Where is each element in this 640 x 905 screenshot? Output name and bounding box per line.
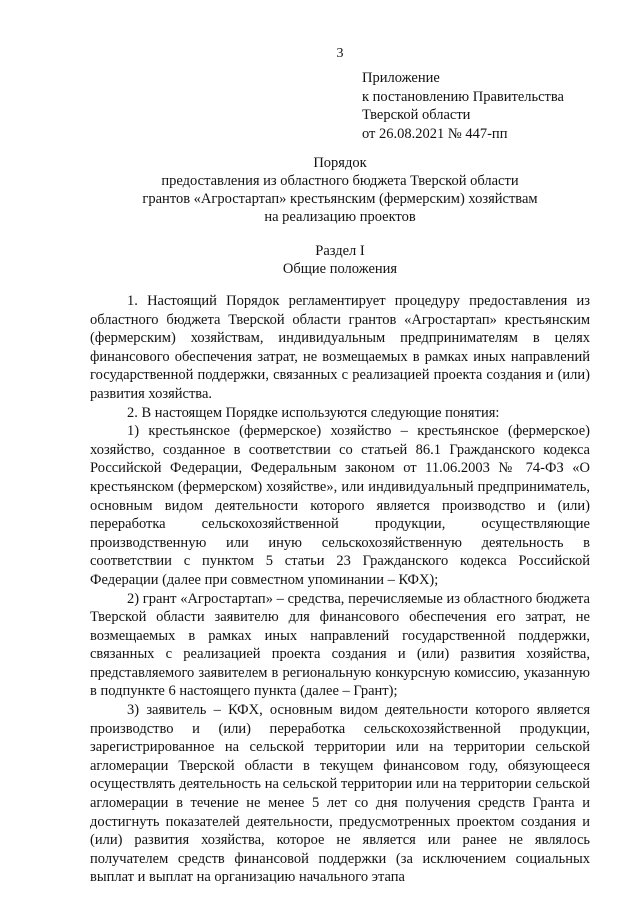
title-line-4: на реализацию проектов bbox=[264, 209, 416, 225]
paragraph-4: 2) грант «Агростартап» – средства, перечисляемые из областного бюджета Тверской области заявителю для финансового обеспечения его затрат, не возмещаемых в рамках иных направлений государственной поддержки, связанных с реализацией проекта создания и (или) развития хозяйства, представляемого заявителем в региональную конкурсную комиссию, указанную в подпункте 6 настоящего пункта (далее – Грант); bbox=[90, 590, 590, 700]
document-title bbox=[90, 154, 590, 226]
section-number: Раздел I bbox=[315, 243, 365, 259]
page-number: 3 bbox=[336, 46, 344, 61]
appendix-block bbox=[362, 69, 564, 143]
section-heading bbox=[90, 242, 590, 278]
appendix-line-1: Приложение bbox=[362, 70, 440, 86]
paragraph-1: 1. Настоящий Порядок регламентирует процедуру предоставления из областного бюджета Тверской области грантов «Агростартап» крестьянским (фермерским) хозяйствам, индивидуальным предпринимателям в целях финансового обеспечения затрат, не возмещаемых в рамках иных направлений государственной поддержки, связанных с реализацией проекта создания и (или) развития хозяйства. bbox=[90, 293, 590, 402]
title-line-2: предоставления из областного бюджета Тверской области bbox=[161, 173, 519, 189]
appendix-line-4: от 26.08.2021 № 447-пп bbox=[362, 125, 508, 142]
section-name: Общие положения bbox=[282, 261, 398, 277]
appendix-line-2: к постановлению Правительства bbox=[362, 88, 564, 105]
paragraph-2: 2. В настоящем Порядке используются следующие понятия: bbox=[127, 404, 500, 421]
paragraph-3: 1) крестьянское (фермерское) хозяйство – крестьянское (фермерское) хозяйство, созданное в соответствии со статьей 86.1 Гражданского кодекса Российской Федерации, Федеральным законом от 11.06.2003 № 74-ФЗ «О крестьянском (фермерском) хозяйстве», или индивидуальный предприниматель, основным видом деятельности которого является производство и (или) переработка сельскохозяйственной продукции, осуществляющие производственную или иную сельскохозяйственную деятельность в соответствии с пунктом 5 статьи 23 Гражданского кодекса Российской Федерации (далее при совместном упоминании – КФХ); bbox=[90, 423, 590, 588]
body-text bbox=[90, 292, 590, 887]
appendix-line-3: Тверской области bbox=[362, 107, 471, 123]
title-line-1: Порядок bbox=[313, 155, 367, 171]
paragraph-5: 3) заявитель – КФХ, основным видом деятельности которого является производство и (или) переработка сельскохозяйственной продукции, зарегистрированное на сельской территории или на территории сельской агломерации Тверской области в текущем финансовом году, обязующееся осуществлять деятельность на сельской территории или на территории сельской агломерации в течение не менее 5 лет со дня получения средств Гранта и достигнуть показателей деятельности, предусмотренных проектом создания и (или) развития хозяйства, которое не является или ранее не являлось получателем средств финансовой поддержки (за исключением социальных выплат и выплат на организацию начального этапа bbox=[90, 702, 590, 886]
title-line-3: грантов «Агростартап» крестьянским (фермерским) хозяйствам bbox=[142, 191, 538, 207]
